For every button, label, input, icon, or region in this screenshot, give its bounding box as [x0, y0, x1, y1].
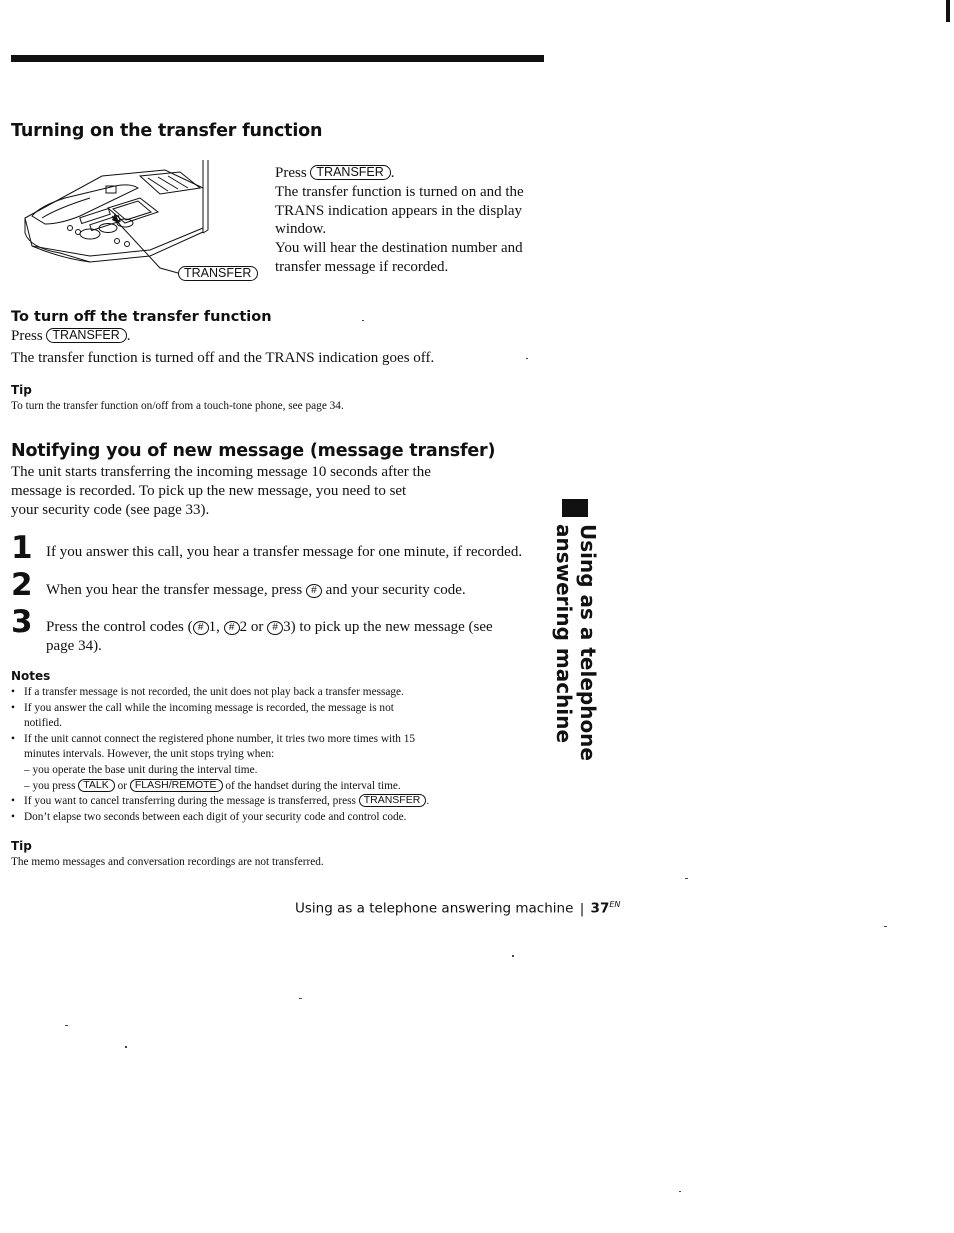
note-text: If a transfer message is not recorded, the unit does not play back a transfer message. — [24, 686, 404, 698]
note-item — [11, 794, 531, 810]
hash-key: # — [224, 621, 240, 635]
note-text: • If the unit cannot connect the registered phone number, it tries two more times with 15 — [24, 732, 416, 745]
notes-label: Notes — [11, 669, 51, 683]
page-number: 37 — [590, 900, 610, 917]
footer-divider: | — [579, 900, 585, 917]
note-item — [11, 701, 531, 732]
step-text-part: 1, — [208, 619, 220, 635]
step-text — [46, 581, 536, 600]
hash-key: # — [306, 584, 322, 598]
scan-speck — [526, 358, 528, 359]
note-item — [11, 685, 531, 701]
note-text: Don’t elapse two seconds between each digit of your security code and control code. — [24, 810, 407, 823]
section-heading-message-transfer: Notifying you of new message (message transfer) — [11, 441, 496, 461]
step-text-part: Press the control codes ( — [46, 619, 193, 635]
note-text: – you operate the base unit during the interval time. — [24, 763, 258, 776]
subsection-heading-transfer-off: To turn off the transfer function — [11, 309, 272, 325]
side-tab-label — [552, 524, 600, 761]
tip-label: Tip — [11, 839, 32, 853]
scan-speck — [685, 878, 688, 879]
step-text-part: 3) to pick up the new message (see — [283, 619, 493, 635]
press-word: Press — [275, 165, 307, 181]
step-text: If you answer this call, you hear a transfer message for one minute, if recorded. — [46, 544, 523, 560]
hash-key: # — [193, 621, 209, 635]
section1-line: The transfer function is turned on and the — [275, 183, 524, 200]
scan-speck — [362, 320, 364, 321]
step-text — [46, 618, 536, 656]
side-tab-marker — [562, 499, 588, 517]
tip-label: Tip — [11, 383, 32, 397]
transfer-key: TRANSFER — [310, 165, 390, 180]
step-number: 1 — [11, 530, 33, 566]
note-text: • If you answer the call while the incoming message is recorded, the message is not — [24, 701, 394, 714]
note-text: minutes intervals. However, the unit stops trying when: — [24, 748, 275, 761]
note-text: of the handset during the interval time. — [225, 779, 401, 792]
scan-speck — [65, 1025, 68, 1026]
tip-text: To turn the transfer function on/off from a touch-tone phone, see page 34. — [11, 400, 344, 412]
step-number: 2 — [11, 567, 33, 603]
footer-section-name: Using as a telephone answering machine — [295, 900, 574, 917]
section1-instructions: Press TRANSFER . The transfer function is turned on and the TRANS indication appears in the display window. You will hear the destination number and transfer message if recorded. — [275, 164, 545, 277]
note-text: or — [117, 779, 128, 792]
scan-speck — [884, 926, 887, 927]
side-tab-line: Using as a telephone — [576, 524, 600, 761]
note-item — [11, 732, 531, 794]
subsection-body: Press TRANSFER . The transfer function is turned off and the TRANS indication goes off. — [11, 327, 541, 368]
page-footer — [295, 900, 620, 917]
step-text-part: and your security code. — [325, 582, 466, 598]
edge-mark — [946, 0, 950, 22]
page-number-suffix: EN — [609, 900, 621, 909]
section-heading-transfer-on: Turning on the transfer function — [11, 121, 323, 141]
note-text: If you want to cancel transferring during the message is transferred, press — [24, 795, 356, 808]
section1-line: TRANS indication appears in the display — [275, 202, 523, 219]
illustration-transfer-key — [178, 265, 258, 283]
hash-key: # — [267, 621, 283, 635]
scan-speck — [679, 1191, 681, 1192]
note-text: notified. — [24, 717, 62, 730]
step-text-part: When you hear the transfer message, press — [46, 582, 303, 598]
scan-speck — [299, 998, 302, 999]
note-text: – you press — [24, 779, 76, 792]
scan-speck — [125, 1046, 127, 1048]
section1-line: You will hear the destination number and — [275, 240, 523, 257]
section1-line: transfer message if recorded. — [275, 258, 449, 275]
side-tab-line: answering machine — [552, 524, 576, 744]
scan-speck — [512, 955, 514, 957]
notes-list — [11, 685, 531, 825]
step-number: 3 — [11, 604, 33, 640]
transfer-key-label: TRANSFER — [178, 266, 258, 281]
intro-line: message is recorded. To pick up the new message, you need to set — [11, 482, 407, 499]
top-rule — [11, 55, 544, 62]
transfer-key: TRANSFER — [359, 794, 427, 807]
section1-line: window. — [275, 221, 327, 238]
step-text-part: page 34). — [46, 637, 102, 654]
step-text-part: 2 or — [239, 619, 264, 635]
note-text: . — [426, 795, 430, 808]
tip-text: The memo messages and conversation recordings are not transferred. — [11, 856, 324, 868]
subsection-line: The transfer function is turned off and the TRANS indication goes off. — [11, 349, 435, 366]
press-word: Press — [11, 328, 43, 344]
section2-intro — [11, 463, 471, 519]
note-item — [11, 810, 531, 826]
intro-line: your security code (see page 33). — [11, 501, 210, 518]
flash-remote-key: FLASH/REMOTE — [130, 779, 223, 792]
intro-line: The unit starts transferring the incoming message 10 seconds after the — [11, 464, 431, 480]
transfer-key: TRANSFER — [46, 328, 126, 343]
talk-key: TALK — [78, 779, 114, 792]
